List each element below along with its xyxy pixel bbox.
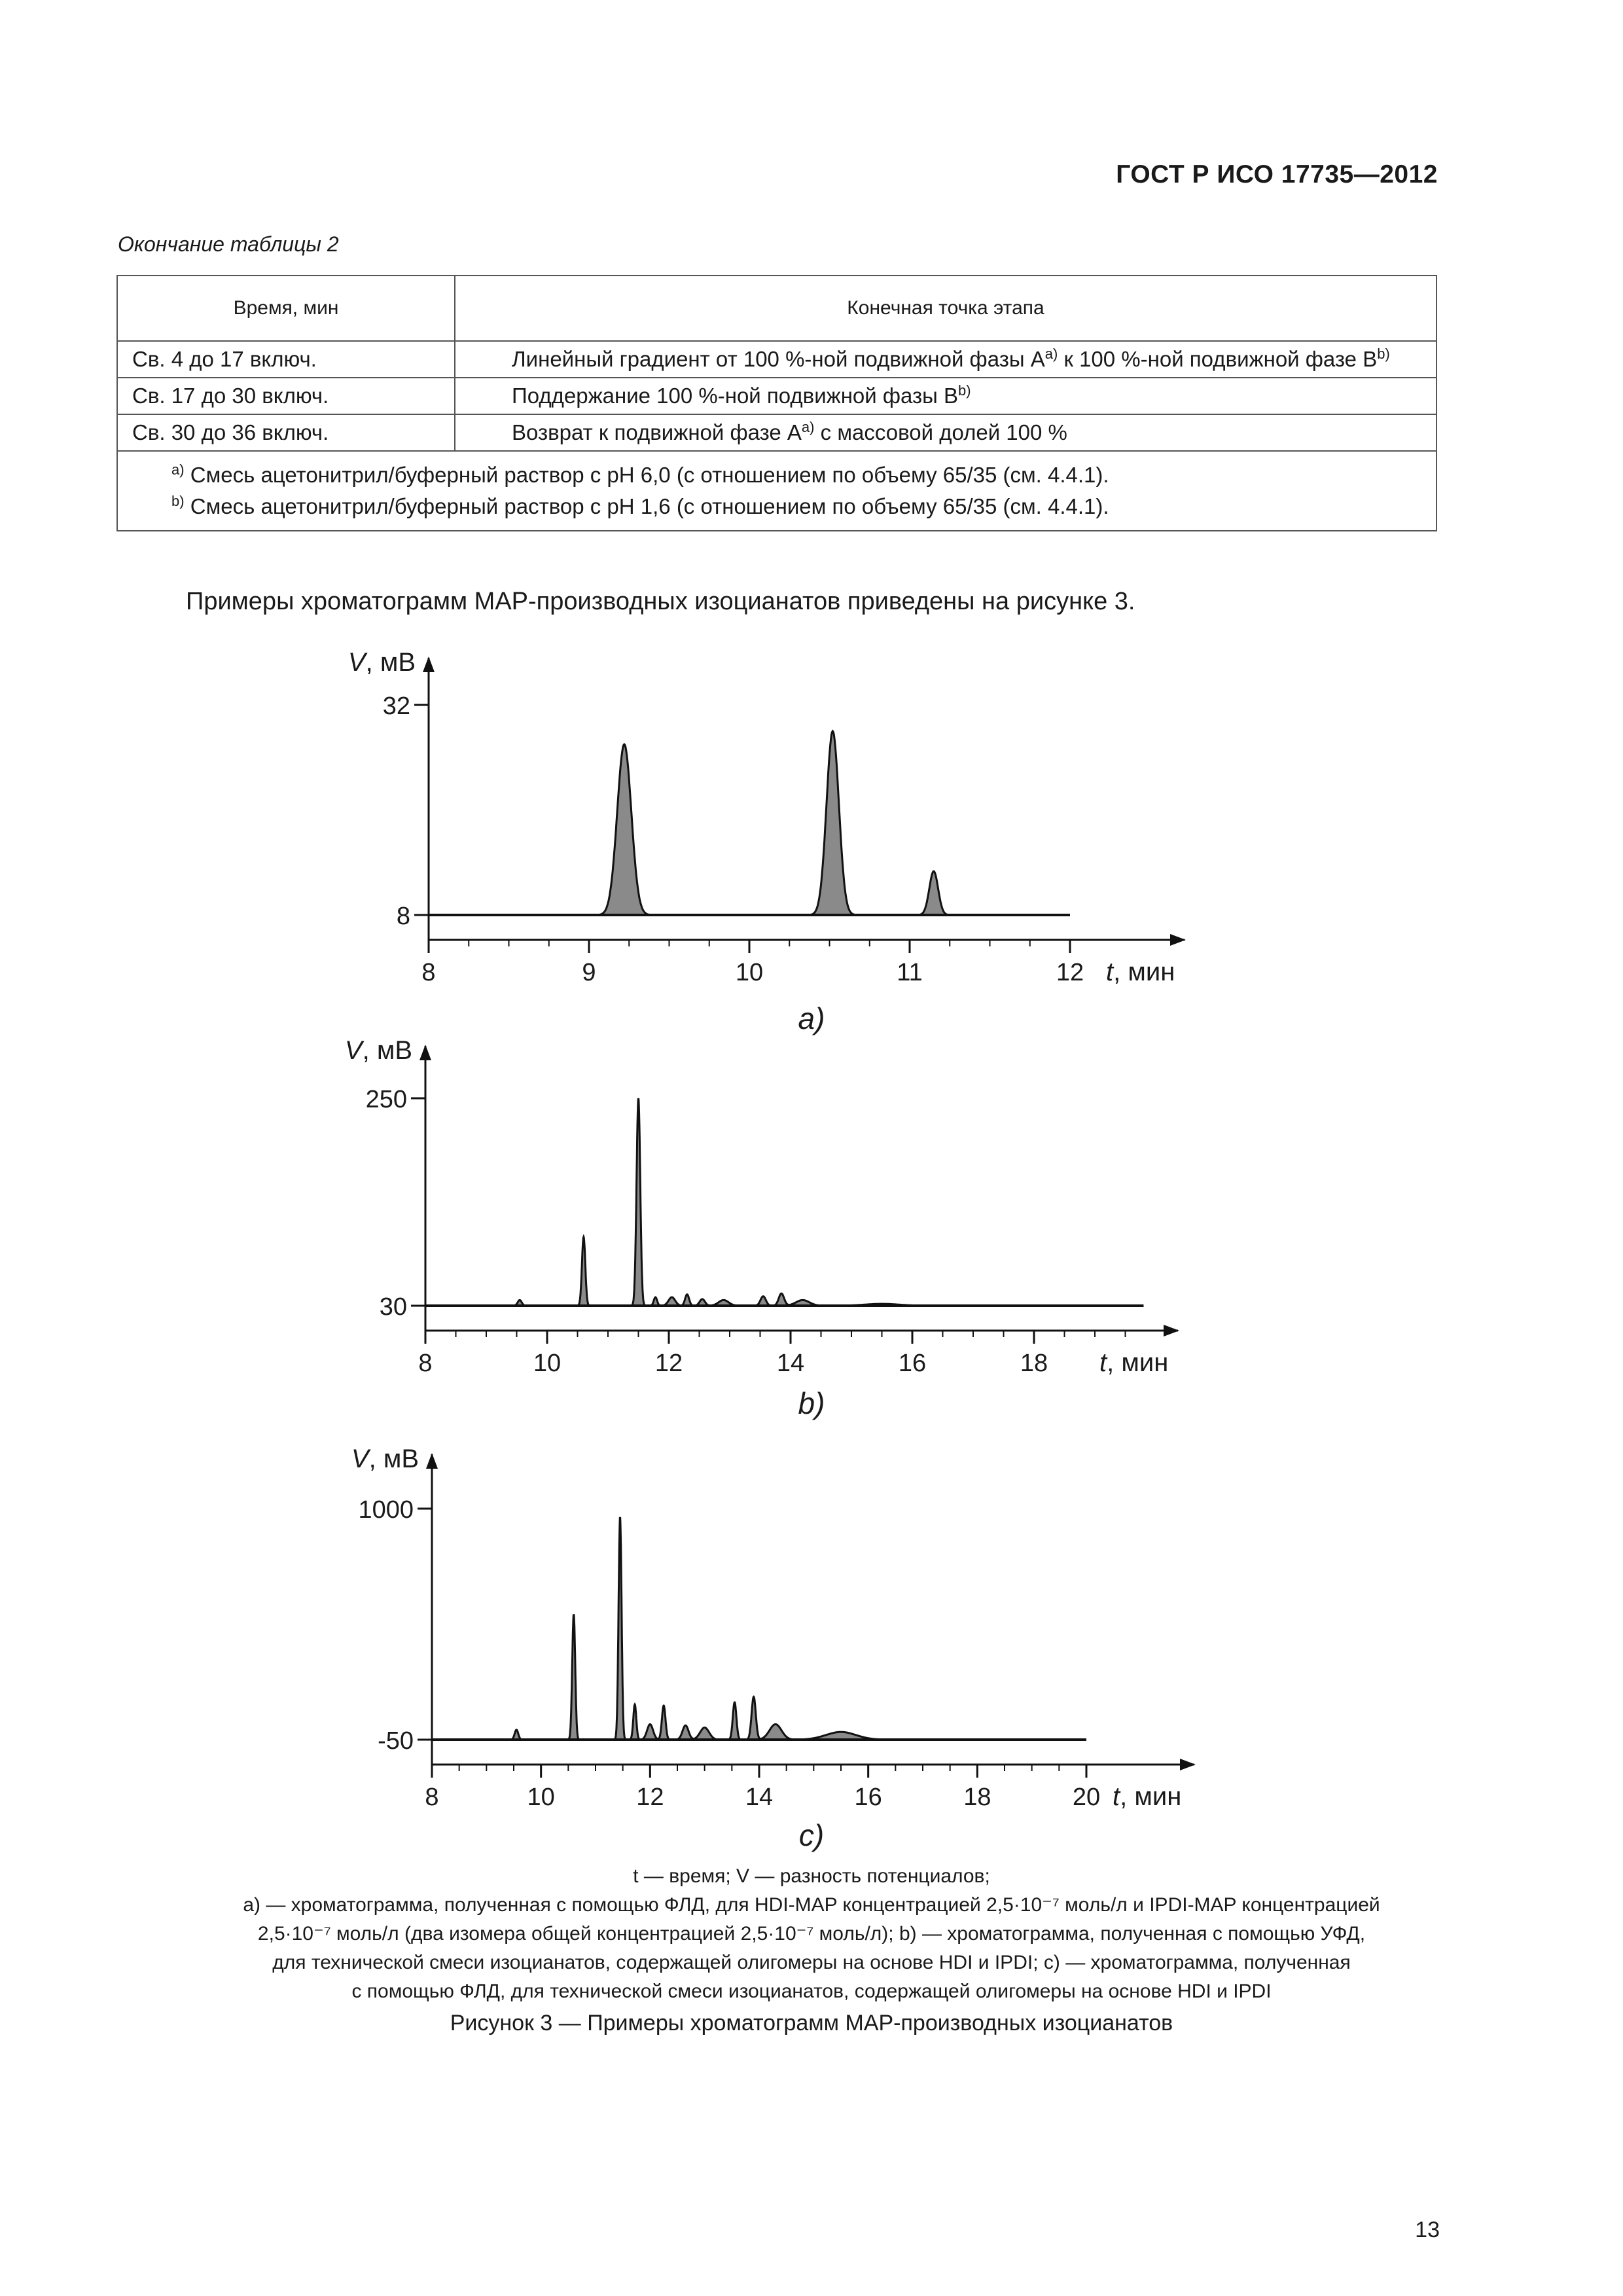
panel-label: c) <box>798 1818 825 1852</box>
x-axis-arrow <box>1180 1759 1196 1770</box>
x-axis-label: t, мин <box>1113 1782 1182 1811</box>
legend-line: a) — хроматограмма, полученная с помощью ФЛД, для HDI-MAP концентрацией 2,5·10⁻⁷ моль/л и IPDI-MAP концентрацией <box>243 1894 1380 1916</box>
x-tick-label: 9 <box>582 959 596 986</box>
y-tick-label: 32 <box>382 692 410 720</box>
footnote-ref: b) <box>1377 346 1390 362</box>
step-text: Поддержание 100 %-ной подвижной фазы B <box>512 384 959 408</box>
x-tick-label: 10 <box>735 959 764 986</box>
y-tick-label: 30 <box>379 1293 407 1321</box>
x-axis-label: t, мин <box>1099 1348 1169 1377</box>
y-axis-arrow <box>419 1045 431 1060</box>
peak-area <box>425 1098 1143 1306</box>
x-tick-label: 16 <box>854 1784 882 1811</box>
legend-line: t — время; V — разность потенциалов; <box>633 1865 990 1887</box>
x-tick-label: 12 <box>1056 959 1084 986</box>
x-tick-label: 18 <box>1020 1350 1048 1377</box>
y-tick-label: 8 <box>396 903 410 930</box>
note-mark: a) <box>171 461 185 478</box>
column-header-time: Время, мин <box>117 276 455 341</box>
column-header-step: Конечная точка этапа <box>455 276 1436 341</box>
figure-caption: Рисунок 3 — Примеры хроматограмм MAP-производных изоцианатов <box>450 2011 1173 2036</box>
x-axis-arrow <box>1170 934 1186 946</box>
x-tick-label: 20 <box>1072 1784 1101 1811</box>
y-axis-arrow <box>423 656 435 672</box>
cell-time: Св. 30 до 36 включ. <box>117 414 455 451</box>
y-axis-label: V, мВ <box>351 1444 419 1473</box>
x-axis-arrow <box>1164 1325 1179 1336</box>
x-tick-label: 8 <box>418 1350 433 1377</box>
y-tick-label: -50 <box>378 1727 414 1755</box>
step-text: Возврат к подвижной фазе A <box>512 420 802 444</box>
step-text: к 100 %-ной подвижной фазе B <box>1058 347 1378 371</box>
footnote-ref: b) <box>958 382 971 399</box>
footnote-ref: a) <box>1044 346 1058 362</box>
x-tick-label: 8 <box>425 1784 439 1811</box>
y-tick-label: 250 <box>365 1086 407 1113</box>
x-tick-label: 14 <box>776 1350 805 1377</box>
legend-line: 2,5·10⁻⁷ моль/л (два изомера общей концентрацией 2,5·10⁻⁷ моль/л); b) — хроматограмма, полученная с помощью УФД, <box>257 1923 1366 1945</box>
x-tick-label: 10 <box>533 1350 562 1377</box>
x-axis-label: t, мин <box>1106 958 1175 986</box>
step-text: Линейный градиент от 100 %-ной подвижной фазы A <box>512 347 1045 371</box>
legend-line: для технической смеси изоцианатов, содержащей олигомеры на основе HDI и IPDI; c) — хроматограмма, полученная <box>272 1952 1351 1973</box>
note-mark: b) <box>171 493 185 509</box>
x-tick-label: 18 <box>963 1784 991 1811</box>
x-tick-label: 14 <box>745 1784 774 1811</box>
chromatogram-trace <box>432 1518 1086 1740</box>
x-tick-label: 8 <box>421 959 436 986</box>
x-tick-label: 12 <box>636 1784 664 1811</box>
note-text: Смесь ацетонитрил/буферный раствор с pH 1,6 (с отношением по объему 65/35 (см. 4.4.1). <box>190 494 1109 518</box>
panel-label: a) <box>798 1001 825 1035</box>
y-axis-label: V, мВ <box>348 648 416 677</box>
peak-area <box>429 731 1070 915</box>
intro-paragraph: Примеры хроматограмм MAP-производных изоцианатов приведены на рисунке 3. <box>186 588 1135 615</box>
document-standard-code: ГОСТ Р ИСО 17735—2012 <box>1116 160 1438 188</box>
cell-time: Св. 17 до 30 включ. <box>117 378 455 414</box>
y-tick-label: 1000 <box>358 1496 414 1524</box>
chromatogram-trace <box>429 731 1070 915</box>
table-caption: Окончание таблицы 2 <box>118 232 339 256</box>
note-text: Смесь ацетонитрил/буферный раствор с pH 6,0 (с отношением по объему 65/35 (см. 4.4.1). <box>190 463 1109 487</box>
footnote-ref: a) <box>801 419 815 435</box>
figure-legend <box>85 1862 1538 2006</box>
cell-time: Св. 4 до 17 включ. <box>117 341 455 378</box>
step-text: с массовой долей 100 % <box>814 420 1067 444</box>
x-tick-label: 12 <box>654 1350 683 1377</box>
x-tick-label: 11 <box>897 959 923 986</box>
y-axis-label: V, мВ <box>344 1036 412 1065</box>
chromatogram-trace <box>425 1098 1143 1306</box>
page-number: 13 <box>1415 2217 1440 2242</box>
panel-label: b) <box>798 1386 825 1420</box>
x-tick-label: 10 <box>527 1784 555 1811</box>
peak-area <box>432 1518 1086 1740</box>
x-tick-label: 16 <box>898 1350 927 1377</box>
legend-line: с помощью ФЛД, для технической смеси изоцианатов, содержащей олигомеры на основе HDI и IPDI <box>351 1981 1272 2002</box>
y-axis-arrow <box>426 1453 438 1469</box>
